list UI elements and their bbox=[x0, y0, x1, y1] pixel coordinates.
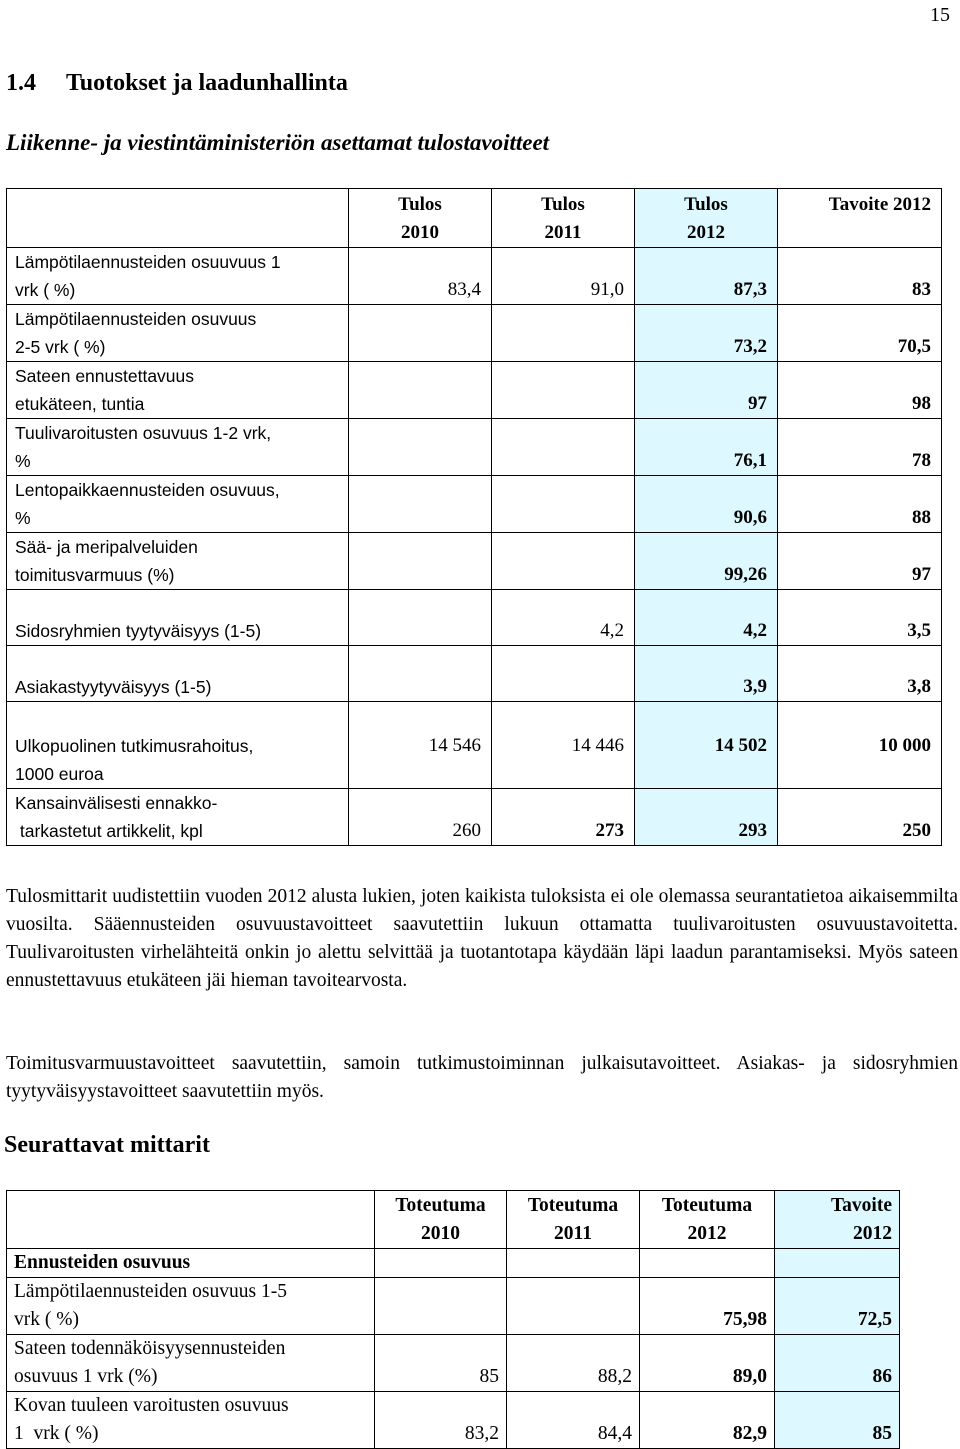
cell-2011: 84,4 bbox=[507, 1392, 640, 1449]
table-row bbox=[7, 702, 942, 789]
cell-2011 bbox=[492, 533, 635, 590]
table-row bbox=[7, 1335, 900, 1392]
section-heading bbox=[6, 70, 348, 97]
table-row bbox=[7, 789, 942, 846]
subsection-heading: Liikenne- ja viestintäministeriön asettamat tulostavoitteet bbox=[6, 130, 550, 155]
cell-2012: 90,6 bbox=[635, 476, 778, 533]
cell-2010: 260 bbox=[349, 789, 492, 846]
cell-2011 bbox=[492, 476, 635, 533]
cell-2012: 4,2 bbox=[635, 590, 778, 646]
row-label: Lämpötilaennusteiden osuuvuus 1 vrk ( %) bbox=[7, 248, 349, 305]
section-number: 1.4 bbox=[6, 70, 36, 96]
row-label: Sateen todennäköisyysennusteiden osuvuus 1 vrk (%) bbox=[7, 1335, 375, 1392]
cell-2011 bbox=[492, 419, 635, 476]
header-target-2012: Tavoite 2012 bbox=[775, 1191, 900, 1249]
cell-2010 bbox=[349, 362, 492, 419]
header-actual-2010: Toteutuma 2010 bbox=[375, 1191, 507, 1249]
row-label: Asiakastyytyväisyys (1-5) bbox=[7, 646, 349, 702]
cell-2010 bbox=[349, 533, 492, 590]
row-label: Sää- ja meripalveluiden toimitusvarmuus (%) bbox=[7, 533, 349, 590]
row-label: Kovan tuuleen varoitusten osuvuus 1 vrk ( %) bbox=[7, 1392, 375, 1449]
cell-2010: 83,2 bbox=[375, 1392, 507, 1449]
cell-goal: 3,5 bbox=[778, 590, 942, 646]
header-goal-2012: Tavoite 2012 bbox=[778, 189, 942, 248]
cell-2012: 99,26 bbox=[635, 533, 778, 590]
row-label: Sidosryhmien tyytyväisyys (1-5) bbox=[7, 590, 349, 646]
table-row bbox=[7, 533, 942, 590]
row-label: Lämpötilaennusteiden osuvuus 1-5 vrk ( %) bbox=[7, 1278, 375, 1335]
cell-2011 bbox=[507, 1278, 640, 1335]
followed-metrics-table bbox=[6, 1190, 900, 1449]
cell-goal: 83 bbox=[778, 248, 942, 305]
row-label: Tuulivaroitusten osuvuus 1-2 vrk, % bbox=[7, 419, 349, 476]
header-blank bbox=[7, 189, 349, 248]
cell-2010: 14 546 bbox=[349, 702, 492, 789]
page-number: 15 bbox=[930, 4, 950, 26]
row-label: Lämpötilaennusteiden osuvuus 2-5 vrk ( %) bbox=[7, 305, 349, 362]
table-row bbox=[7, 1278, 900, 1335]
cell-2011 bbox=[492, 646, 635, 702]
table-row bbox=[7, 419, 942, 476]
cell-2010 bbox=[349, 476, 492, 533]
header-result-2012: Tulos 2012 bbox=[635, 189, 778, 248]
cell-2010: 85 bbox=[375, 1335, 507, 1392]
followed-metrics-heading: Seurattavat mittarit bbox=[4, 1132, 210, 1158]
header-result-2011: Tulos 2011 bbox=[492, 189, 635, 248]
cell-goal: 78 bbox=[778, 419, 942, 476]
cell-2010 bbox=[375, 1249, 507, 1278]
cell-2012: 89,0 bbox=[640, 1335, 775, 1392]
table-row bbox=[7, 646, 942, 702]
table-row bbox=[7, 362, 942, 419]
cell-goal: 70,5 bbox=[778, 305, 942, 362]
cell-2010: 83,4 bbox=[349, 248, 492, 305]
cell-2010 bbox=[349, 419, 492, 476]
cell-2012: 73,2 bbox=[635, 305, 778, 362]
cell-2010 bbox=[349, 305, 492, 362]
row-label: Ulkopuolinen tutkimusrahoitus, 1000 euroa bbox=[7, 702, 349, 789]
cell-2012: 293 bbox=[635, 789, 778, 846]
cell-goal bbox=[775, 1249, 900, 1278]
paragraph-targets: Toimitusvarmuustavoitteet saavutettiin, samoin tutkimustoiminnan julkaisutavoitteet. Asiakas- ja sidosryhmien tyytyväisyystavoitteet saavutettiin myös. bbox=[6, 1053, 958, 1102]
cell-goal: 250 bbox=[778, 789, 942, 846]
cell-goal: 98 bbox=[778, 362, 942, 419]
header-actual-2012: Toteutuma 2012 bbox=[640, 1191, 775, 1249]
followed-table-header bbox=[7, 1191, 900, 1249]
group-label: Ennusteiden osuvuus bbox=[7, 1249, 375, 1278]
cell-2011 bbox=[492, 305, 635, 362]
table-row-group bbox=[7, 1249, 900, 1278]
results-table bbox=[6, 188, 942, 846]
paragraph-results: Tulosmittarit uudistettiin vuoden 2012 alusta lukien, joten kaikista tuloksista ei ole olemassa seurantatietoa aikaisemmilta vuosilta. Sääennusteiden osuvuustavoitteet saavutettiin lukuun ottamatta tuulivaroitusten osuvuustavoitetta. Tuulivaroitusten virhelähteitä onkin jo alettu selvittää ja tuotantotapa käydään läpi laadun parantamiseksi. Myös sateen ennustettavuus etukäteen jäi hieman tavoitearvosta. bbox=[6, 886, 958, 991]
results-table-header bbox=[7, 189, 942, 248]
cell-2011: 88,2 bbox=[507, 1335, 640, 1392]
cell-goal: 88 bbox=[778, 476, 942, 533]
cell-2012: 75,98 bbox=[640, 1278, 775, 1335]
cell-2012: 82,9 bbox=[640, 1392, 775, 1449]
cell-2012: 3,9 bbox=[635, 646, 778, 702]
cell-2011 bbox=[492, 362, 635, 419]
cell-2012 bbox=[640, 1249, 775, 1278]
table-row bbox=[7, 476, 942, 533]
section-title: Tuotokset ja laadunhallinta bbox=[66, 70, 348, 96]
cell-goal: 72,5 bbox=[775, 1278, 900, 1335]
cell-goal: 3,8 bbox=[778, 646, 942, 702]
cell-2011: 4,2 bbox=[492, 590, 635, 646]
cell-2010 bbox=[375, 1278, 507, 1335]
header-actual-2011: Toteutuma 2011 bbox=[507, 1191, 640, 1249]
table-row bbox=[7, 305, 942, 362]
cell-2010 bbox=[349, 646, 492, 702]
row-label: Kansainvälisesti ennakko- tarkastetut artikkelit, kpl bbox=[7, 789, 349, 846]
cell-2010 bbox=[349, 590, 492, 646]
table-row bbox=[7, 590, 942, 646]
cell-2012: 14 502 bbox=[635, 702, 778, 789]
row-label: Sateen ennustettavuus etukäteen, tuntia bbox=[7, 362, 349, 419]
header-blank bbox=[7, 1191, 375, 1249]
cell-2011: 273 bbox=[492, 789, 635, 846]
cell-2011: 14 446 bbox=[492, 702, 635, 789]
table-row bbox=[7, 1392, 900, 1449]
cell-goal: 97 bbox=[778, 533, 942, 590]
cell-2011: 91,0 bbox=[492, 248, 635, 305]
cell-goal: 86 bbox=[775, 1335, 900, 1392]
table-row bbox=[7, 248, 942, 305]
cell-2012: 97 bbox=[635, 362, 778, 419]
cell-2012: 87,3 bbox=[635, 248, 778, 305]
cell-goal: 10 000 bbox=[778, 702, 942, 789]
row-label: Lentopaikkaennusteiden osuvuus, % bbox=[7, 476, 349, 533]
cell-goal: 85 bbox=[775, 1392, 900, 1449]
cell-2011 bbox=[507, 1249, 640, 1278]
cell-2012: 76,1 bbox=[635, 419, 778, 476]
header-result-2010: Tulos 2010 bbox=[349, 189, 492, 248]
